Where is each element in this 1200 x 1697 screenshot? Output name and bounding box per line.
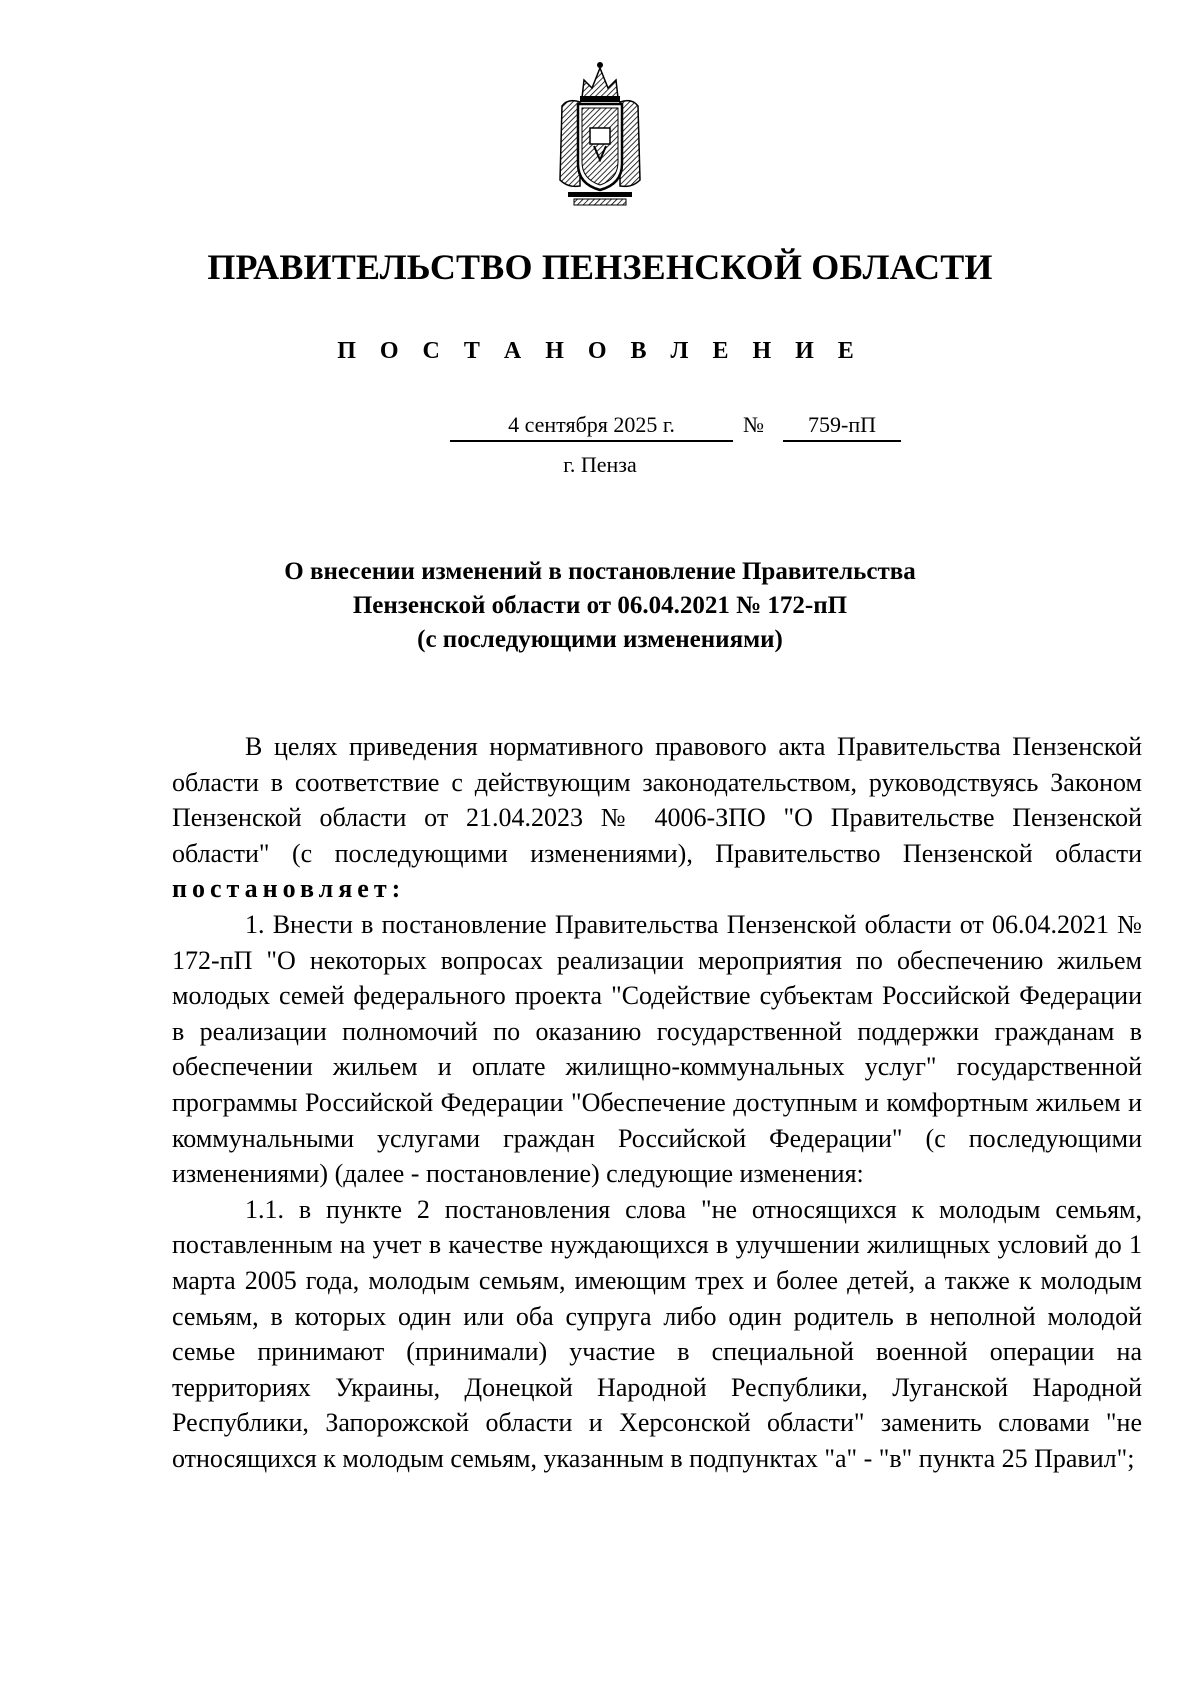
item-1-1-paragraph: 1.1. в пункте 2 постановления слова "не относящихся к молодым семьям, поставленным на учет в качестве нуждающихся в улучшении жилищных условий до 1 марта 2005 года, молодым семьям, имеющим трех и более детей, а также к молодым семьям, в которых один или оба супруга либо один родитель в неполной молодой семье принимают (принимали) участие в специальной военной операции на территориях Украины, Донецкой Народной Республики, Луганской Народной Республики, Запорожской области и Херсонской области" заменить словами "не относящихся к молодым семьям, указанным в подпунктах "а" - "в" пункта 25 Правил"; [172,1194,1142,1473]
subject-line: О внесении изменений в постановление Правительства [284,558,916,585]
document-number: 759-пП [783,410,901,442]
document-date: 4 сентября 2025 г. [450,410,733,442]
document-subject [0,555,1200,657]
organization-title: ПРАВИТЕЛЬСТВО ПЕНЗЕНСКОЙ ОБЛАСТИ [207,247,993,287]
preamble-paragraph [172,729,1142,907]
subject-line: (с последующими изменениями) [417,626,783,653]
number-sign: № [743,412,764,437]
document-type: П О С Т А Н О В Л Е Н И Е [337,338,863,364]
item-1-paragraph: 1. Внести в постановление Правительства Пензенской области от 06.04.2021 № 172-пП "О некоторых вопросах реализации мероприятия по обеспечению жильем молодых семей федерального проекта "Содействие субъектам Российской Федерации в реализации полномочий по оказанию государственной поддержки гражданам в обеспечении жильем и оплате жилищно-коммунальных услуг" государственной программы Российской Федерации "Обеспечение доступным и комфортным жильем и коммунальными услугами граждан Российской Федерации" (с последующими изменениями) (далее - постановление) следующие изменения: [172,909,1142,1189]
preamble-emphasis: постановляет: [172,874,406,904]
city: г. Пенза [563,452,637,477]
document-body [172,729,1142,1476]
preamble-text: В целях приведения нормативного правового акта Правительства Пензенской области в соответствие с действующим законодательством, руководствуясь Законом Пензенской области от 21.04.2023 № 4006-ЗПО "О Правительстве Пензенской области" (с последующими изменениями), Правительство Пензенской области [172,732,1142,868]
subject-line: Пензенской области от 06.04.2021 № 172-пП [352,592,848,619]
coat-of-arms-icon [554,58,646,208]
